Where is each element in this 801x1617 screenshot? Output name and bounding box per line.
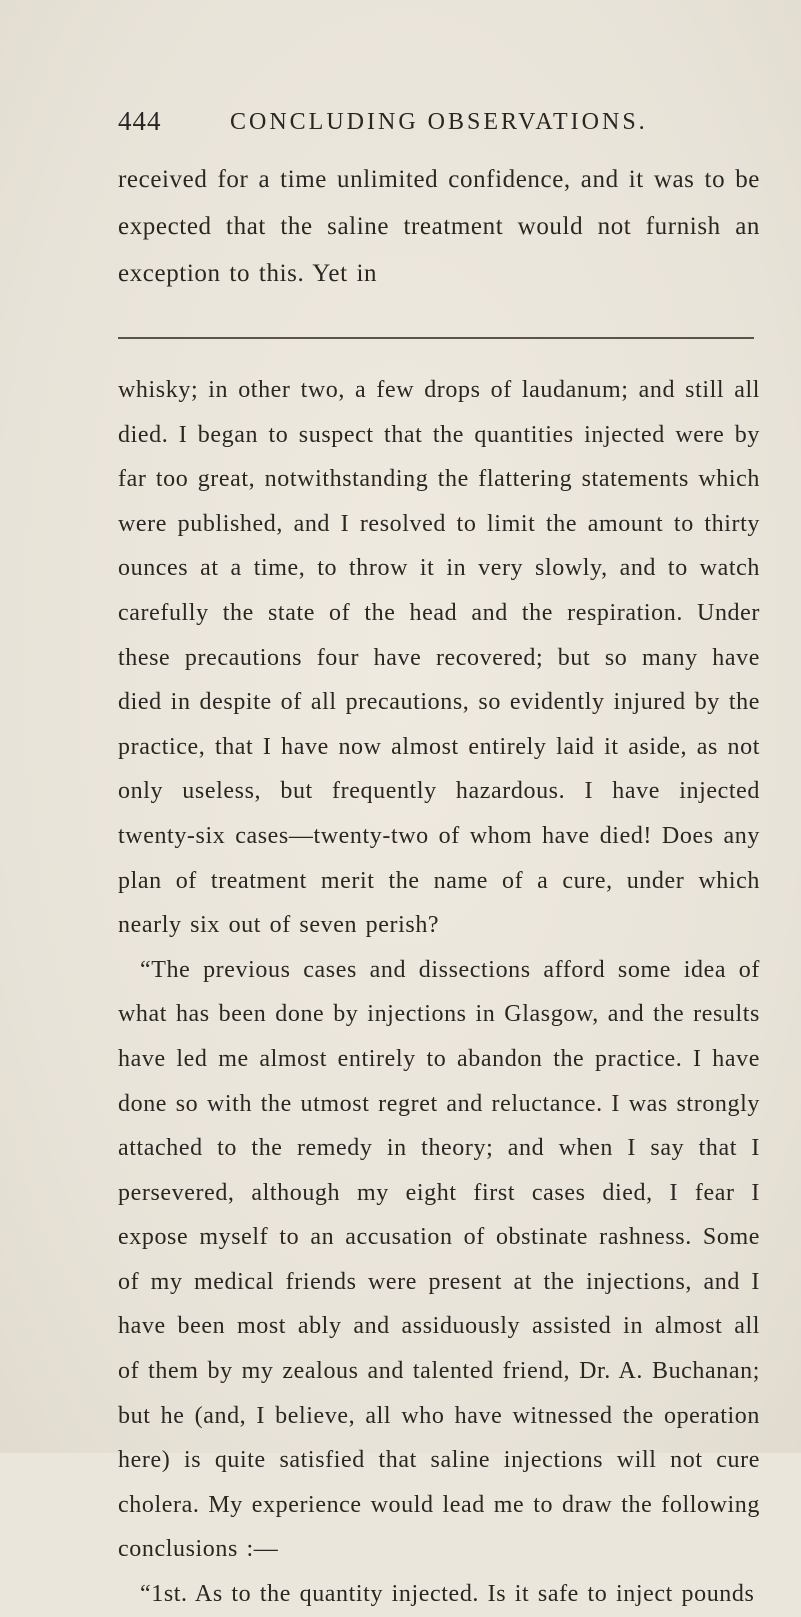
page-header	[118, 106, 758, 146]
running-head: CONCLUDING OBSERVATIONS.	[230, 109, 648, 135]
paragraph-1: whisky; in other two, a few drops of laudanum; and still all died. I began to suspect that the quantities injected were by far too great, notwithstanding the flattering statements which were published, and I resolved to limit the amount to thirty ounces at a time, to throw it in very slowly, and to watch carefully the state of the head and the respiration. Under these precautions four have recovered; but so many have died in despite of all precautions, so evidently injured by the practice, that I have now almost entirely laid it aside, as not only useless, but frequently hazardous. I have injected twenty-six cases—twenty-two of whom have died! Does any plan of treatment merit the name of a cure, under which nearly six out of seven perish?	[118, 377, 760, 939]
main-text-block	[118, 368, 760, 1617]
page-number: 444	[118, 106, 162, 136]
section-divider	[118, 337, 754, 339]
top-paragraph: received for a time unlimited confidence, and it was to be expected that the saline treatment would not furnish an exception to this. Yet in	[118, 166, 760, 287]
top-text-block	[118, 156, 760, 297]
paragraph-2: “The previous cases and dissections afford some idea of what has been done by injections in Glasgow, and the results have led me almost entirely to abandon the practice. I have done so with the utmost regret and reluctance. I was strongly attached to the remedy in theory; and when I say that I persevered, although my eight first cases died, I fear I expose myself to an accusation of obstinate rashness. Some of my medical friends were present at the injections, and I have been most ably and assiduously assisted in almost all of them by my zealous and talented friend, Dr. A. Buchanan; but he (and, I believe, all who have witnessed the operation here) is quite satisfied that saline injections will not cure cholera. My experience would lead me to draw the following conclusions :—	[118, 956, 760, 1563]
paragraph-3: “1st. As to the quantity injected. Is it safe to inject pounds	[140, 1581, 755, 1608]
